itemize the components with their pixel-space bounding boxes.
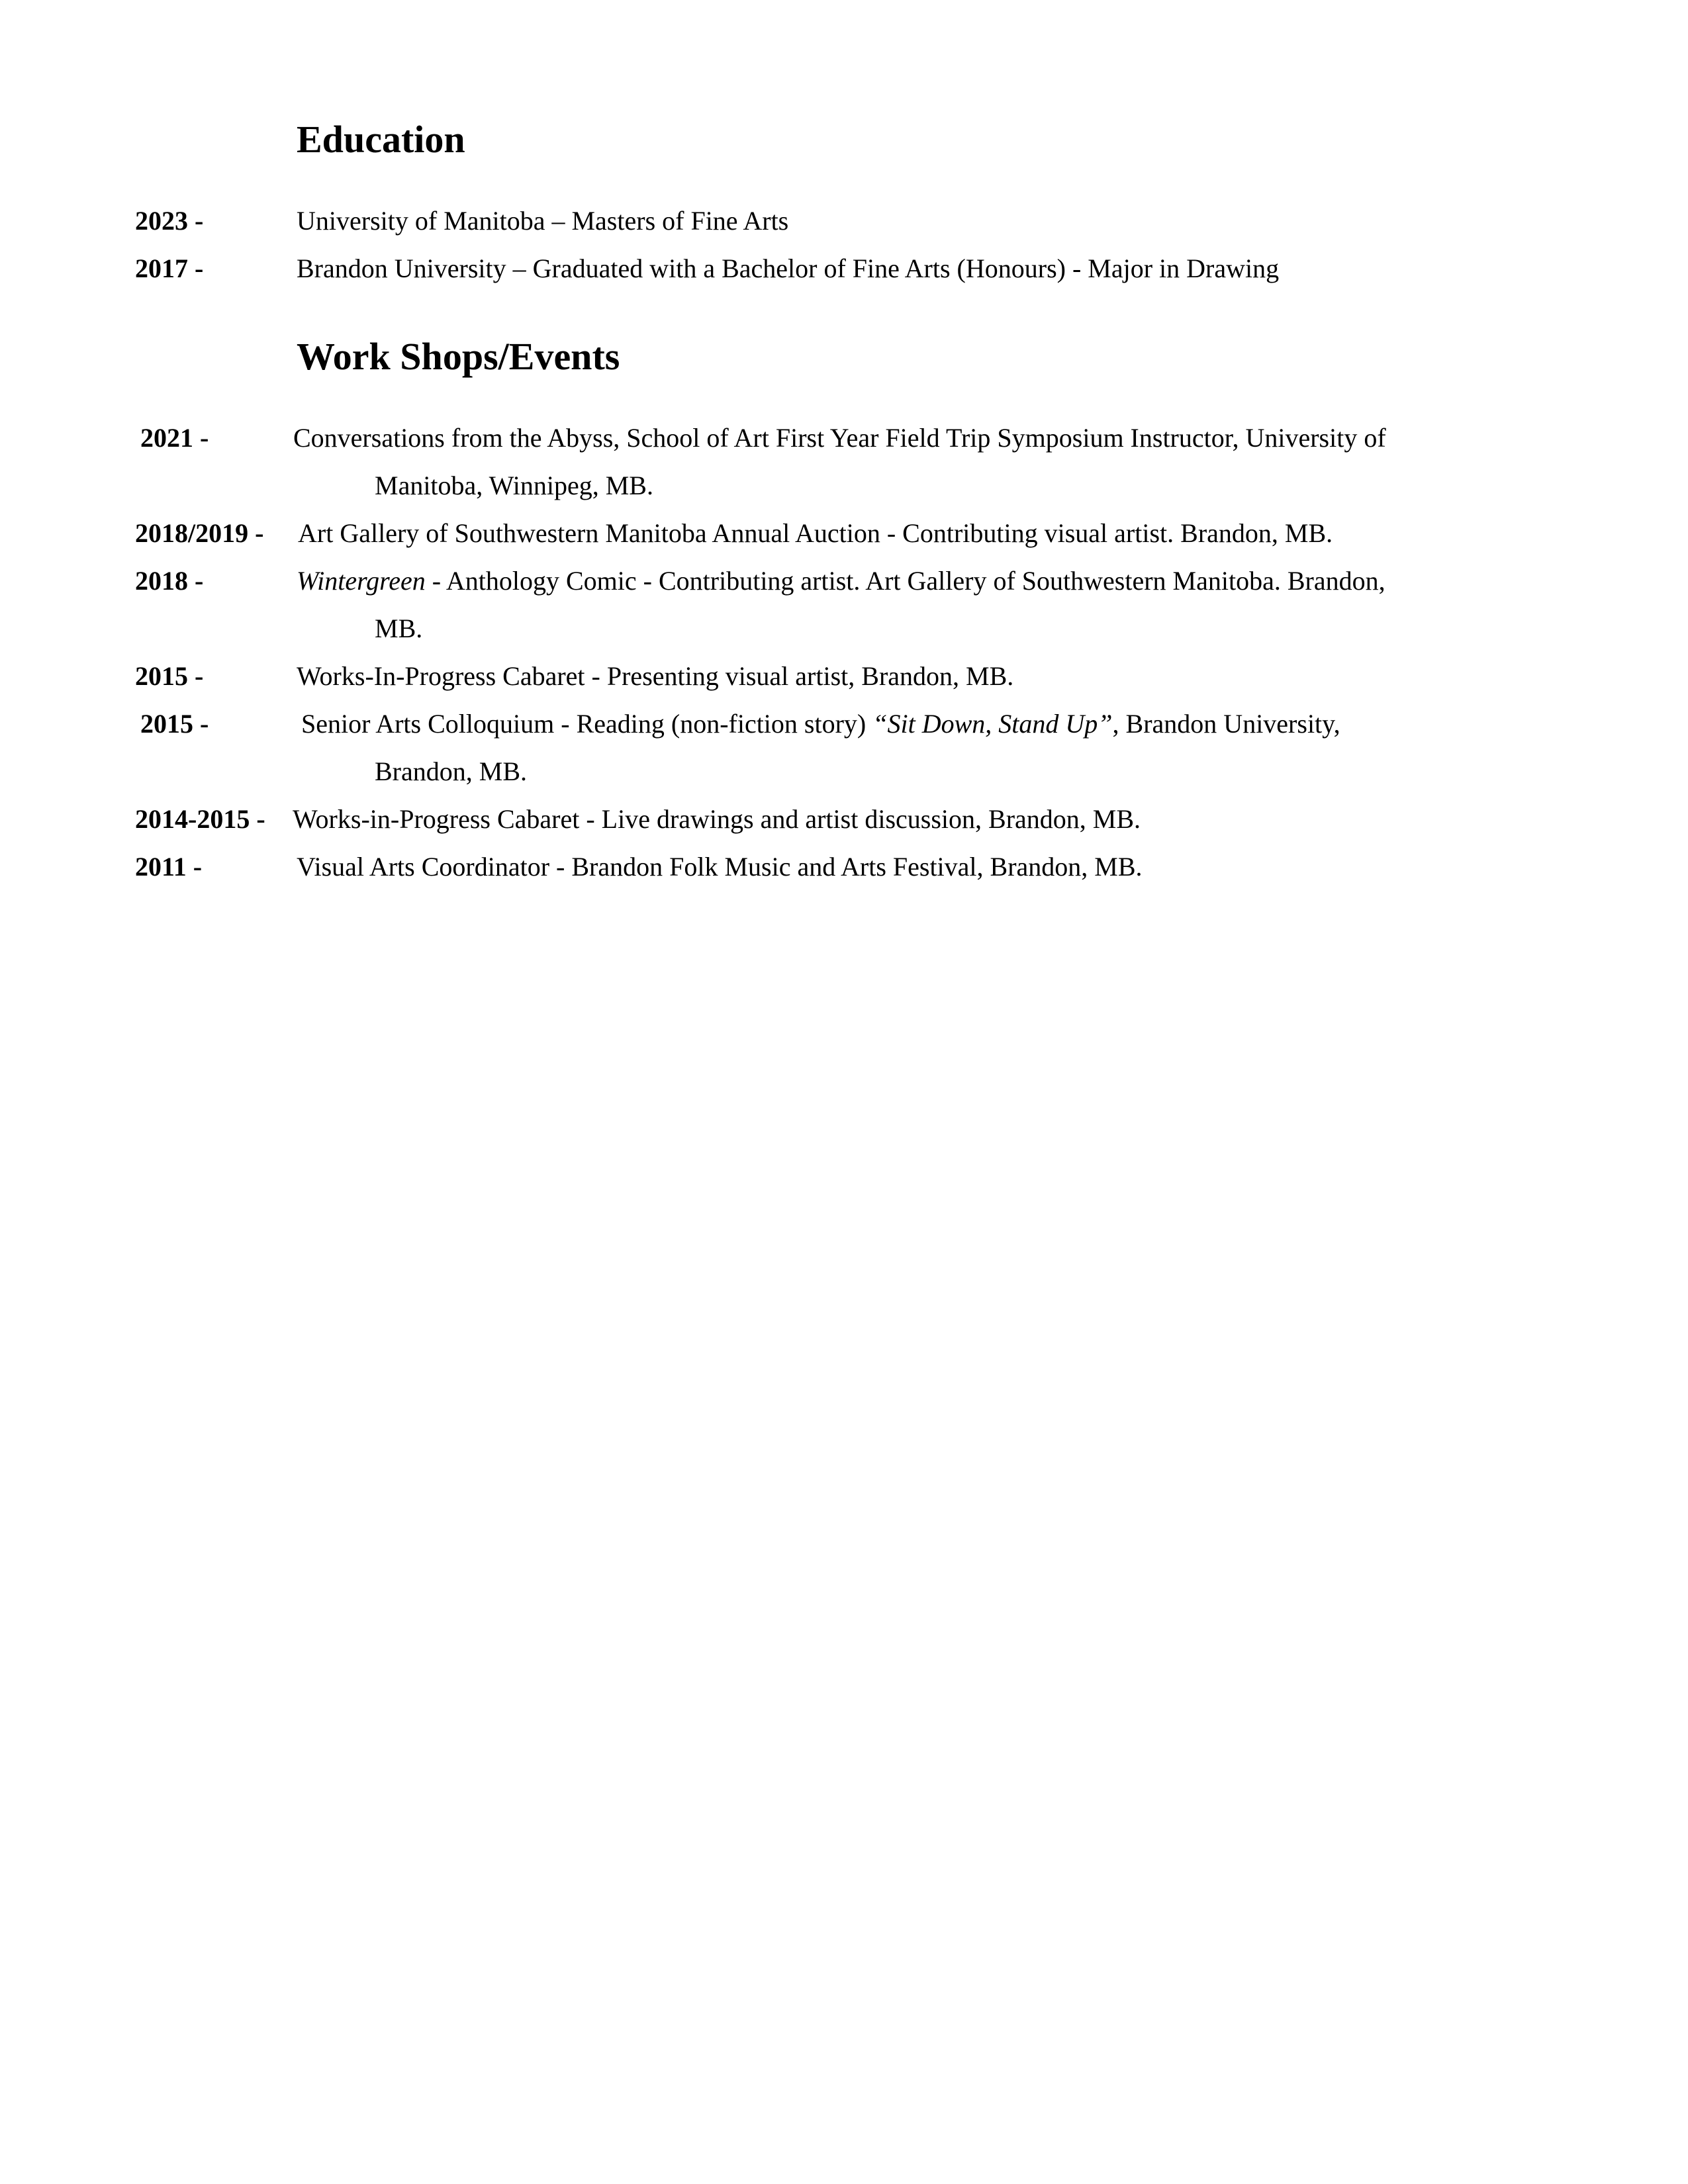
entry-year: 2018/2019 -: [135, 518, 264, 548]
workshops-heading: Work Shops/Events: [297, 335, 620, 378]
entry-year: 2017 -: [135, 253, 204, 283]
entry-text: Conversations from the Abyss, School of Art First Year Field Trip Symposium Instructor, University of: [293, 423, 1386, 453]
entry-year: 2015 -: [135, 661, 204, 691]
entry-text-rest: - Anthology Comic - Contributing artist. Art Gallery of Southwestern Manitoba. Brandon,: [425, 566, 1385, 596]
entry-year: 2023 -: [135, 206, 204, 236]
entry-year: 2018 -: [135, 566, 204, 596]
entry-text: Art Gallery of Southwestern Manitoba Annual Auction - Contributing visual artist. Brandon, MB.: [298, 518, 1333, 548]
entry-text: Works-in-Progress Cabaret - Live drawings and artist discussion, Brandon, MB.: [293, 804, 1141, 834]
entry-text: University of Manitoba – Masters of Fine Arts: [297, 206, 789, 236]
entry-text-end: , Brandon University,: [1112, 709, 1340, 739]
entry-text-continued: MB.: [375, 614, 423, 643]
entry-year: 2014-2015 -: [135, 804, 265, 834]
entry-year: 2021 -: [140, 423, 209, 453]
entry-title-italic: Wintergreen: [297, 566, 426, 596]
entry-title-italic: “Sit Down, Stand Up”: [872, 709, 1113, 739]
entry-year: 2015 -: [140, 709, 209, 739]
education-heading: Education: [297, 118, 465, 161]
entry-text: [301, 700, 1340, 748]
entry-text-continued: Brandon, MB.: [375, 756, 527, 786]
entry-text: [297, 557, 1385, 605]
entry-text: Works-In-Progress Cabaret - Presenting visual artist, Brandon, MB.: [297, 661, 1014, 691]
entry-text: Brandon University – Graduated with a Bachelor of Fine Arts (Honours) - Major in Drawing: [297, 253, 1280, 283]
entry-year: 2011 -: [135, 852, 203, 882]
entry-text-continued: Manitoba, Winnipeg, MB.: [375, 471, 653, 500]
entry-text: Visual Arts Coordinator - Brandon Folk Music and Arts Festival, Brandon, MB.: [297, 852, 1143, 882]
entry-text-start: Senior Arts Colloquium - Reading (non-fiction story): [301, 709, 873, 739]
